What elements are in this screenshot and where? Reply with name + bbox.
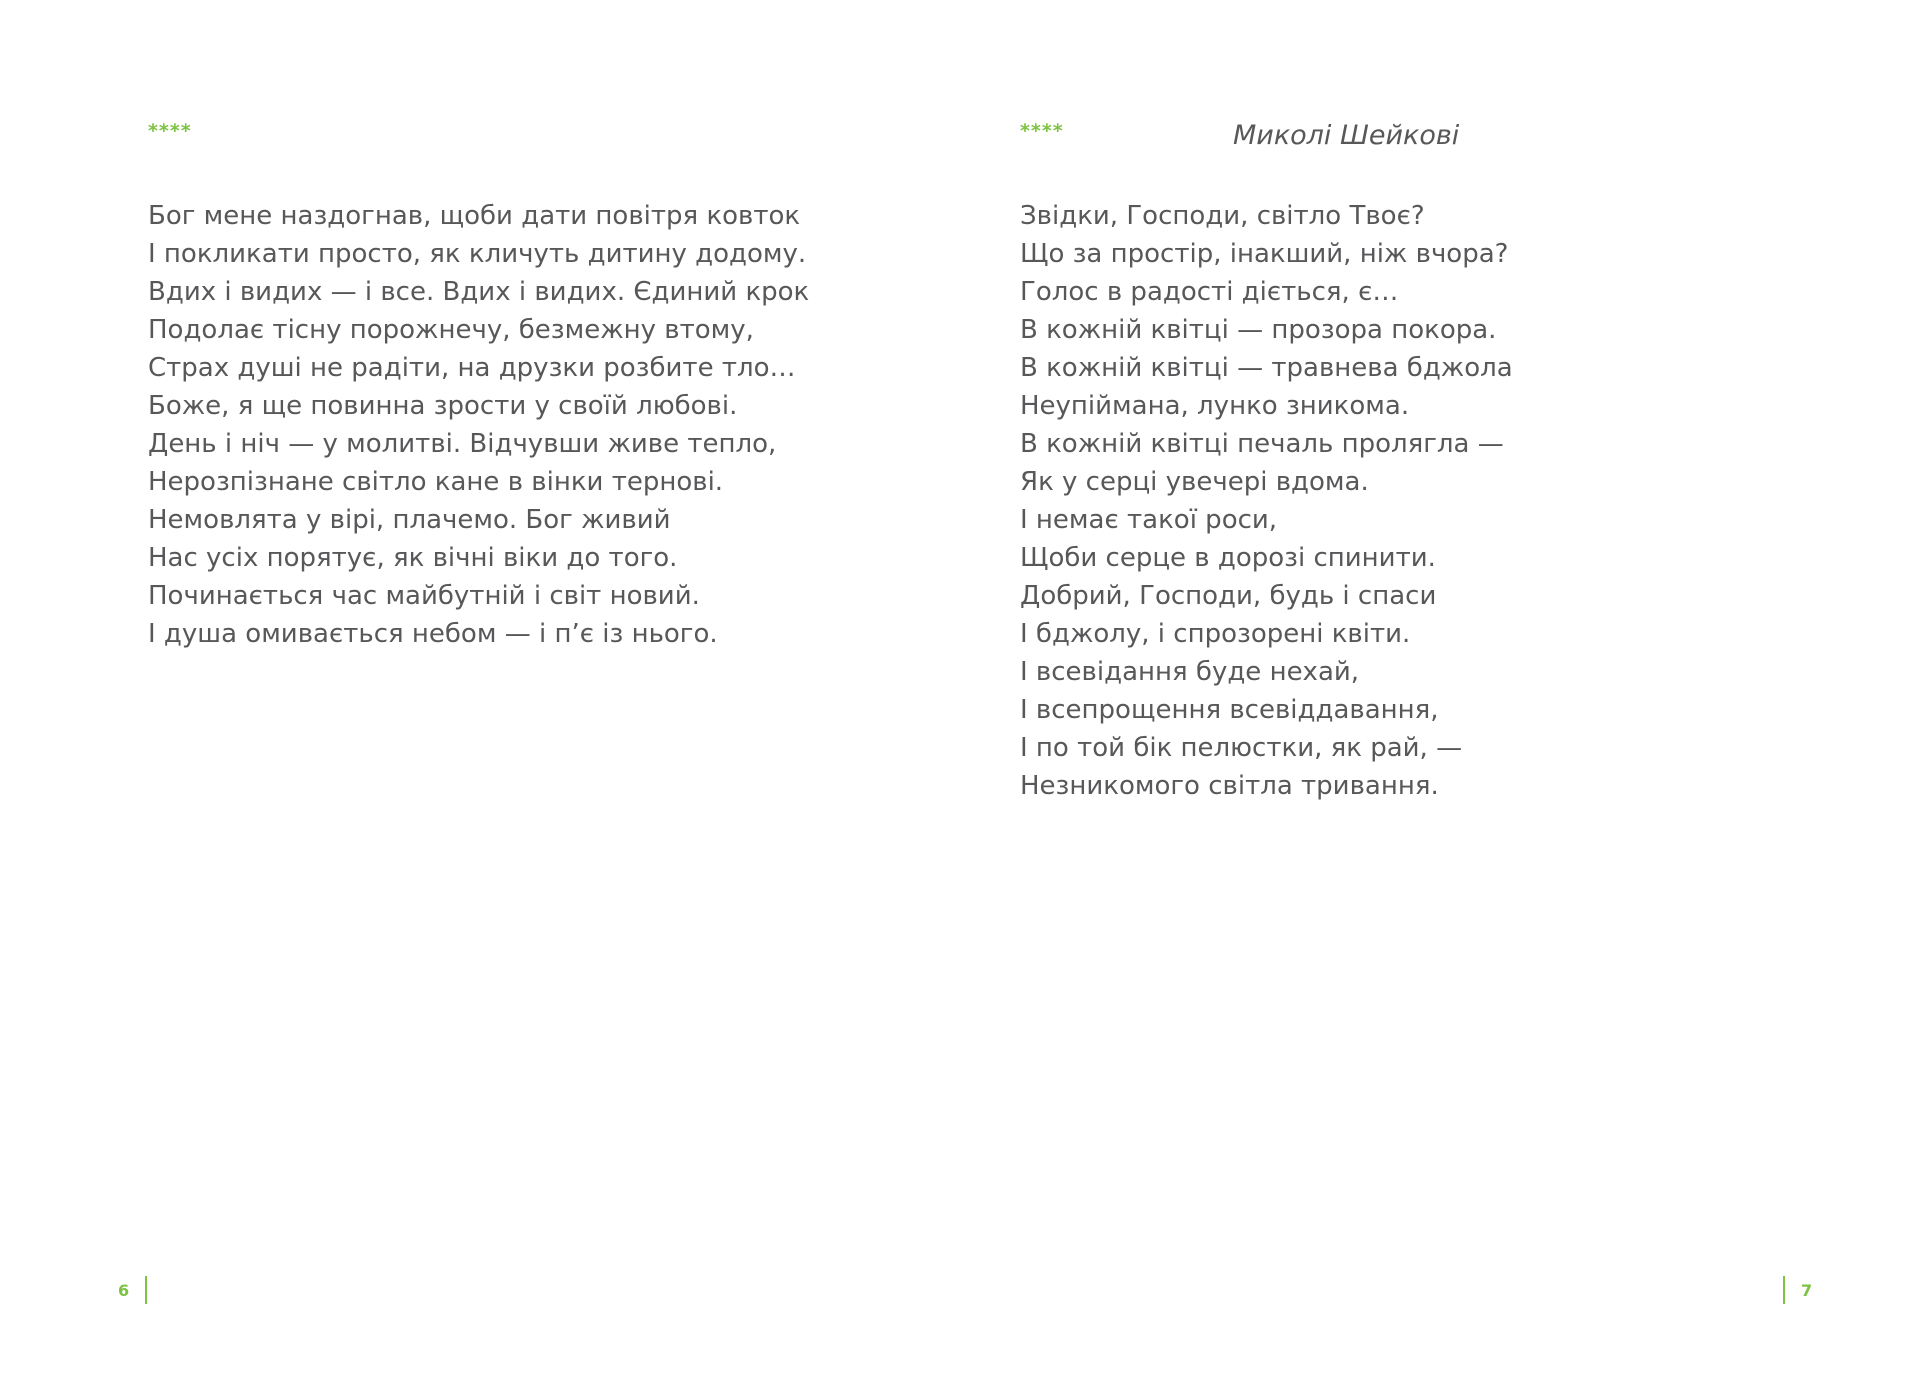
poem-line: Добрий, Господи, будь і спаси [1020,581,1437,611]
poem-dedication: Миколі Шейкові [1233,120,1460,151]
folio-divider [145,1276,147,1304]
poem-line: І бджолу, і спрозорені квіти. [1020,619,1411,649]
poem-line: Бог мене наздогнав, щоби дати повітря ковток [148,201,801,231]
poem-line: Щоби серце в дорозі спинити. [1020,543,1436,573]
poem-line: В кожній квітці печаль пролягла — [1020,429,1504,459]
poem-line: І душа омивається небом — і п’є із нього. [148,619,718,649]
poem-line: Подолає тісну порожнечу, безмежну втому, [148,315,754,345]
right-page [960,0,1920,1394]
poem-line: І всепрощення всевіддавання, [1020,695,1439,725]
page-number-left [118,1276,147,1304]
poem-line: Починається час майбутній і світ новий. [148,581,700,611]
poem-line: Вдих і видих — і все. Вдих і видих. Єдиний крок [148,277,810,307]
folio-divider [1783,1276,1785,1304]
poem-marker-asterisks: **** [148,120,192,142]
poem-line: В кожній квітці — травнева бджола [1020,353,1513,383]
page-number: 7 [1801,1280,1813,1300]
poem-line: Що за простір, інакший, ніж вчора? [1020,239,1509,269]
poem-line: Як у серці увечері вдома. [1020,467,1369,497]
poem-line: Звідки, Господи, світло Твоє? [1020,201,1425,231]
poem-line: І по той бік пелюстки, як рай, — [1020,733,1463,763]
poem-line: День і ніч — у молитві. Відчувши живе тепло, [148,429,777,459]
page-number-right [1783,1276,1812,1304]
poem-line: Немовлята у вірі, плачемо. Бог живий [148,505,671,535]
poem-line: І немає такої роси, [1020,505,1278,535]
poem-line: Нас усіх порятує, як вічні віки до того. [148,543,678,573]
poem-line: І покликати просто, як кличуть дитину додому. [148,239,807,269]
poem-line: Страх душі не радіти, на друзки розбите тло… [148,353,796,383]
poem-left [148,197,809,653]
poem-line: В кожній квітці — прозора покора. [1020,315,1497,345]
poem-line: І всевідання буде нехай, [1020,657,1360,687]
poem-line: Голос в радості діється, є… [1020,277,1399,307]
poem-line: Боже, я ще повинна зрости у своїй любові. [148,391,738,421]
poem-line: Незникомого світла тривання. [1020,771,1439,801]
poem-line: Нерозпізнане світло кане в вінки тернові. [148,467,724,497]
page-number: 6 [118,1280,130,1300]
poem-marker-asterisks: **** [1020,120,1064,142]
poem-line: Неупіймана, лунко зникома. [1020,391,1410,421]
poem-right [1020,197,1513,805]
